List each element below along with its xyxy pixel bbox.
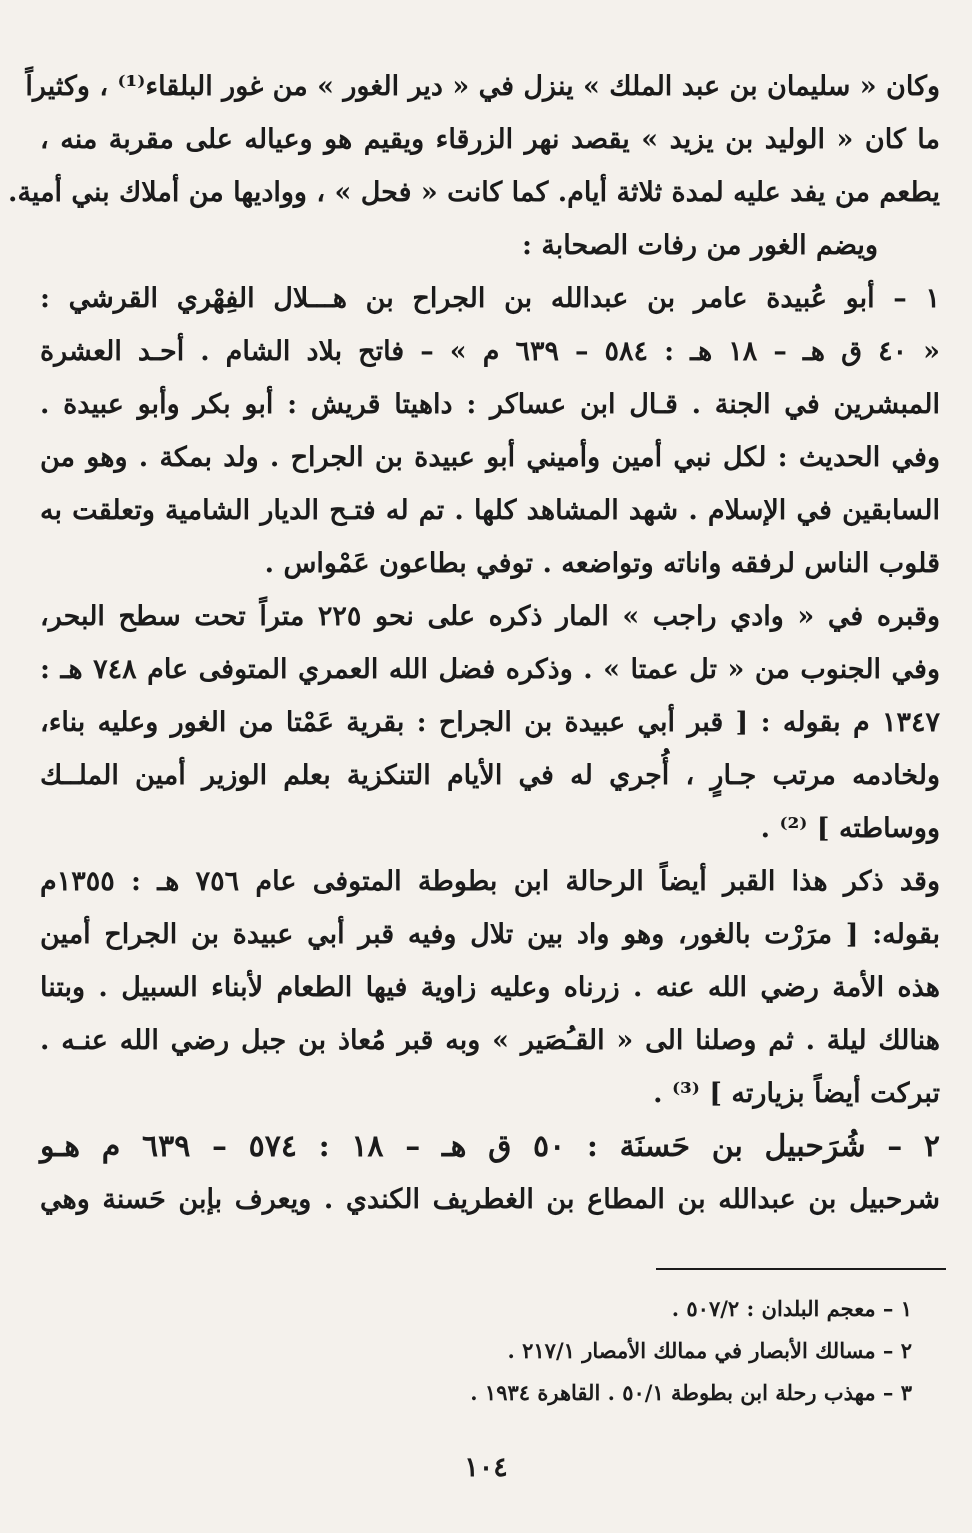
paragraph-ibn-battuta [40,855,940,1120]
section-heading: ٢ – شُرَحبيل بن حَسنَة : ٥٠ ق هـ – ١٨ : ٥٧٤ – ٦٣٩ م هـو [40,1129,940,1164]
text-line: بقوله: [ مرَرْت بالغور، وهو واد بين تلال وفيه قبر أبي عبيدة بن الجراح أمين [40,919,940,950]
text-line: وفي الحديث : لكل نبي أمين وأميني أبو عبيدة بن الجراح . ولد بمكة . وهو من [40,442,940,473]
text-line: السابقين في الإسلام . شهد المشاهد كلها . تم له فتـح الديار الشامية وتعلقت به [40,495,940,526]
text-line: وقد ذكر هذا القبر أيضاً الرحالة ابن بطوطة المتوفى عام ٧٥٦ هـ : ١٣٥٥م [40,866,940,897]
footnote-2: ٢ – مسالك الأبصار في ممالك الأمصار ٢١٧/١ . [507,1338,912,1363]
footnote-3: ٣ – مهذب رحلة ابن بطوطة ٥٠/١ . القاهرة ١٩٣٤ . [470,1380,912,1405]
text-line: شرحبيل بن عبدالله بن المطاع بن الغطريف الكندي . ويعرف بإبن حَسنة وهي [40,1184,940,1215]
paragraph-abu-ubaida [40,272,940,590]
text-line: ١ – أبو عُبيدة عامر بن عبدالله بن الجراح بن هـــلال الفِهْري القرشي : [40,283,940,314]
text-line: ١٣٤٧ م بقوله : [ قبر أبي عبيدة بن الجراح : بقرية عَمْتا من الغور وعليه بناء، [40,707,940,738]
text-line: تبركت أيضاً بزيارته ] ⁽³⁾ . [653,1078,940,1109]
text-line: ويضم الغور من رفات الصحابة : [521,230,878,261]
page-number: ١٠٤ [464,1452,508,1483]
paragraph-companions-intro [40,219,940,272]
text-line: وفي الجنوب من « تل عمتا » . وذكره فضل الله العمري المتوفى عام ٧٤٨ هـ : [40,654,940,685]
text-line: يطعم من يفد عليه لمدة ثلاثة أيام. كما كانت « فحل » ، وواديها من أملاك بني أمية. [8,177,940,208]
text-line: « ٤٠ ق هـ – ١٨ هـ : ٥٨٤ – ٦٣٩ م » – فاتح بلاد الشام . أحـد العشرة [40,336,940,367]
text-line: وقبره في « وادي راجب » المار ذكره على نحو ٢٢٥ متراً تحت سطح البحر، [40,601,940,632]
text-line: المبشرين في الجنة . قـال ابن عساكر : داهيتا قريش : أبو بكر وأبو عبيدة . [40,389,940,420]
text-line: هذه الأمة رضي الله عنه . زرناه وعليه زاوية فيها الطعام لأبناء السبيل . وبتنا [40,972,940,1003]
paragraph-shurahbil [40,1120,940,1226]
text-line: ما كان « الوليد بن يزيد » يقصد نهر الزرقاء ويقيم هو وعياله على مقربة منه ، [40,124,940,155]
text-line: قلوب الناس لرفقه واناته وتواضعه . توفي بطاعون عَمْواس . [264,548,940,579]
main-text [8,60,940,1226]
text-line: ووساطته ] ⁽²⁾ . [760,813,940,844]
paragraph-tomb-umari [40,590,940,855]
text-line: وكان « سليمان بن عبد الملك » ينزل في « دير الغور » من غور البلقاء⁽¹⁾ ، وكثيراً [25,71,940,102]
footnote-divider [656,1268,946,1270]
footnote-1: ١ – معجم البلدان : ٥٠٧/٢ . [671,1296,912,1321]
text-line: هنالك ليلة . ثم وصلنا الى « القـُصَير » وبه قبر مُعاذ بن جبل رضي الله عنـه . [40,1025,940,1056]
footnotes [92,1288,912,1414]
text-line: ولخادمه مرتب جـارٍ ، أُجري له في الأيام التنكزية بعلم الوزير أمين الملــك [40,760,940,791]
paragraph-ghor-umayyads [8,60,940,219]
